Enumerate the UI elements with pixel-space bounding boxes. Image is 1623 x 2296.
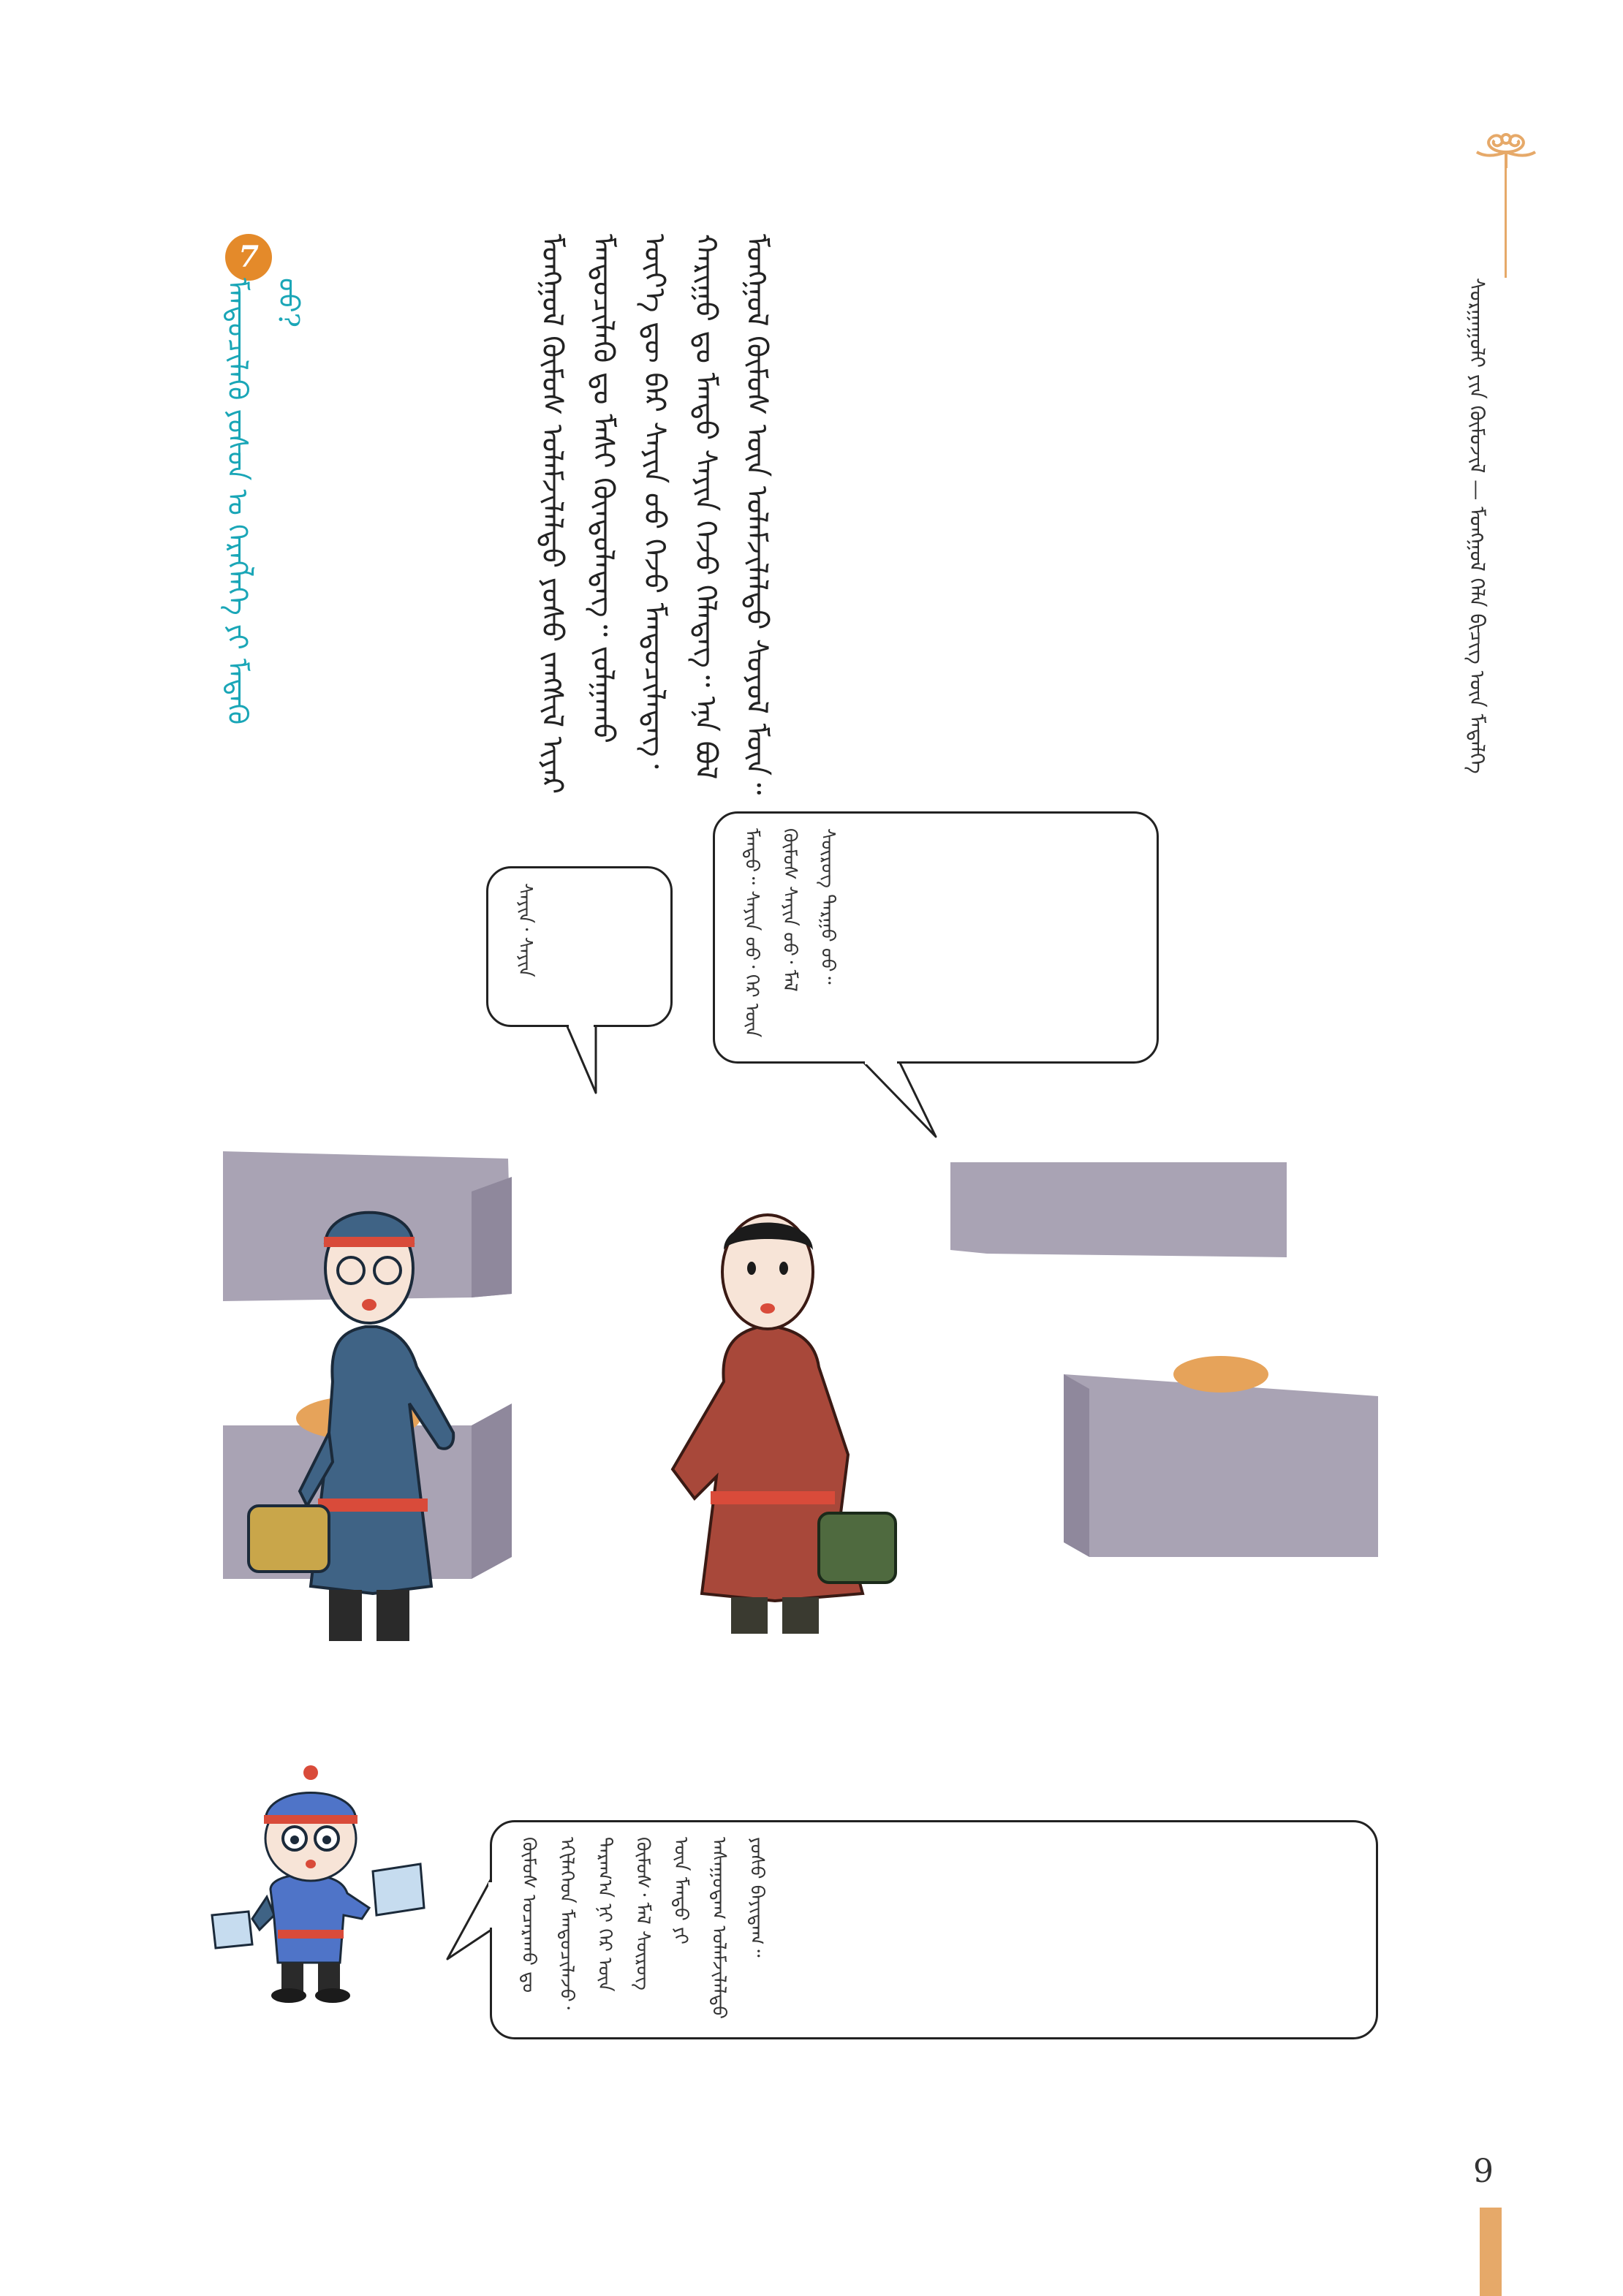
running-title: ᠰᠤᠷᠭᠠᠭᠤᠯᠢ ᠶᠢᠨ ᠬᠦᠮᠦᠵᠢᠯ — ᠮᠣᠩᠭᠣᠯ ᠬᠡᠯᠡ ᠪᠢᠴᠢᠭ ᠦᠨ ᠮᠡᠳᠡᠯᠭᠡ <box>1465 278 1489 774</box>
question-number-badge: 7 <box>225 234 272 281</box>
illustration-two-men-greeting <box>219 1148 1389 1791</box>
illustration-boy-with-papers <box>201 1743 450 2021</box>
speech-text-blue-man: ᠰᠠᠶᠢᠨ᠂ ᠰᠠᠶᠢᠨ <box>514 883 536 977</box>
man-in-red-deel <box>673 1215 896 1634</box>
background-wall-right <box>950 1162 1378 1557</box>
speech-text-red-man: ᠮᠡᠨᠳᠦ᠃ ᠰᠠᠶᠢᠨ ᠤᠤ᠂ ᠭᠡᠷ ᠦᠨ ᠬᠦᠮᠦᠰ ᠰᠠᠶᠢᠨ ᠤᠤ᠂ ᠮᠠᠯ ᠰᠦᠷᠦᠭ ᠲᠠᠷᠭᠤ ᠤᠤ᠃ <box>741 828 839 1038</box>
speech-text-boy: ᠬᠦᠮᠦᠰ ᠤᠴᠠᠷᠠᠬᠤ ᠳᠤ ᠡᠬᠢᠯᠡᠭᠡᠳ ᠮᠡᠨᠳᠦᠴᠢᠯᠡᠵᠦ᠂ ᠳᠠᠷᠠᠭ᠎ᠠ ᠨᠢ ᠭᠡᠷ ᠦᠨ ᠬᠦᠮᠦᠰ᠂ ᠮᠠᠯ ᠰᠦᠷᠦᠭ ᠦᠨ ᠮᠡᠨᠳᠦ ᠶᠢ ᠠᠰᠠᠭᠤᠳᠠᠭ ᠤᠯᠠᠮᠵᠢᠯᠠᠯᠲᠤ ᠶᠣᠰᠤ ᠪᠠᠶᠢᠳᠠᠭ᠃ <box>518 1837 768 2019</box>
body-paragraph: ᠮᠣᠩᠭᠣᠯ ᠬᠦᠮᠦᠰ ᠤᠯᠠᠮᠵᠢᠯᠠᠯᠲᠤ ᠶᠣᠰᠤ ᠵᠠᠩᠱᠢᠯ ᠢᠶᠠᠷ ᠮᠡᠨᠳᠦᠴᠢᠯᠡᠬᠦ ᠳᠤ ᠮᠠᠰᠢ ᠬᠦᠨᠳᠦᠯᠡᠳᠡᠭ᠃ ᠵᠣᠯᠭᠠᠬᠤ ᠦᠶ᠎ᠡ ᠳᠦ ᠪᠡᠷ ᠰᠠᠶᠢᠨ ᠤᠤ ᠭᠡᠵᠦ ᠮᠡᠨᠳᠦᠴᠢᠯᠡᠳᠡᠭ᠂ ᠬᠠᠷᠢᠭᠤ ᠳᠤ ᠮᠡᠨᠳᠦ ᠰᠠᠶᠢᠨ ᠭᠡᠵᠦ ᠬᠡᠯᠡᠳᠡᠭ᠃ ᠡᠨᠡ ᠪᠣᠯ ᠮᠣᠩᠭᠣᠯ ᠬᠦᠮᠦᠰ ᠦᠨ ᠤᠯᠠᠮᠵᠢᠯᠠᠯᠲᠤ ᠰᠣᠶᠤᠯ ᠮᠥᠨ᠃ <box>535 234 773 795</box>
page-edge-tab <box>1480 2208 1502 2296</box>
question-text: ᠮᠡᠨᠳᠦᠴᠢᠯᠡᠬᠦ ᠶᠣᠰᠤᠨ ᠤ ᠬᠡᠷᠡᠭᠯᠡᠭᠡ ᠶᠢ ᠮᠡᠳᠡᠬᠦ ᠦᠦ? <box>222 278 305 725</box>
page-number: 9 <box>1473 2153 1494 2190</box>
